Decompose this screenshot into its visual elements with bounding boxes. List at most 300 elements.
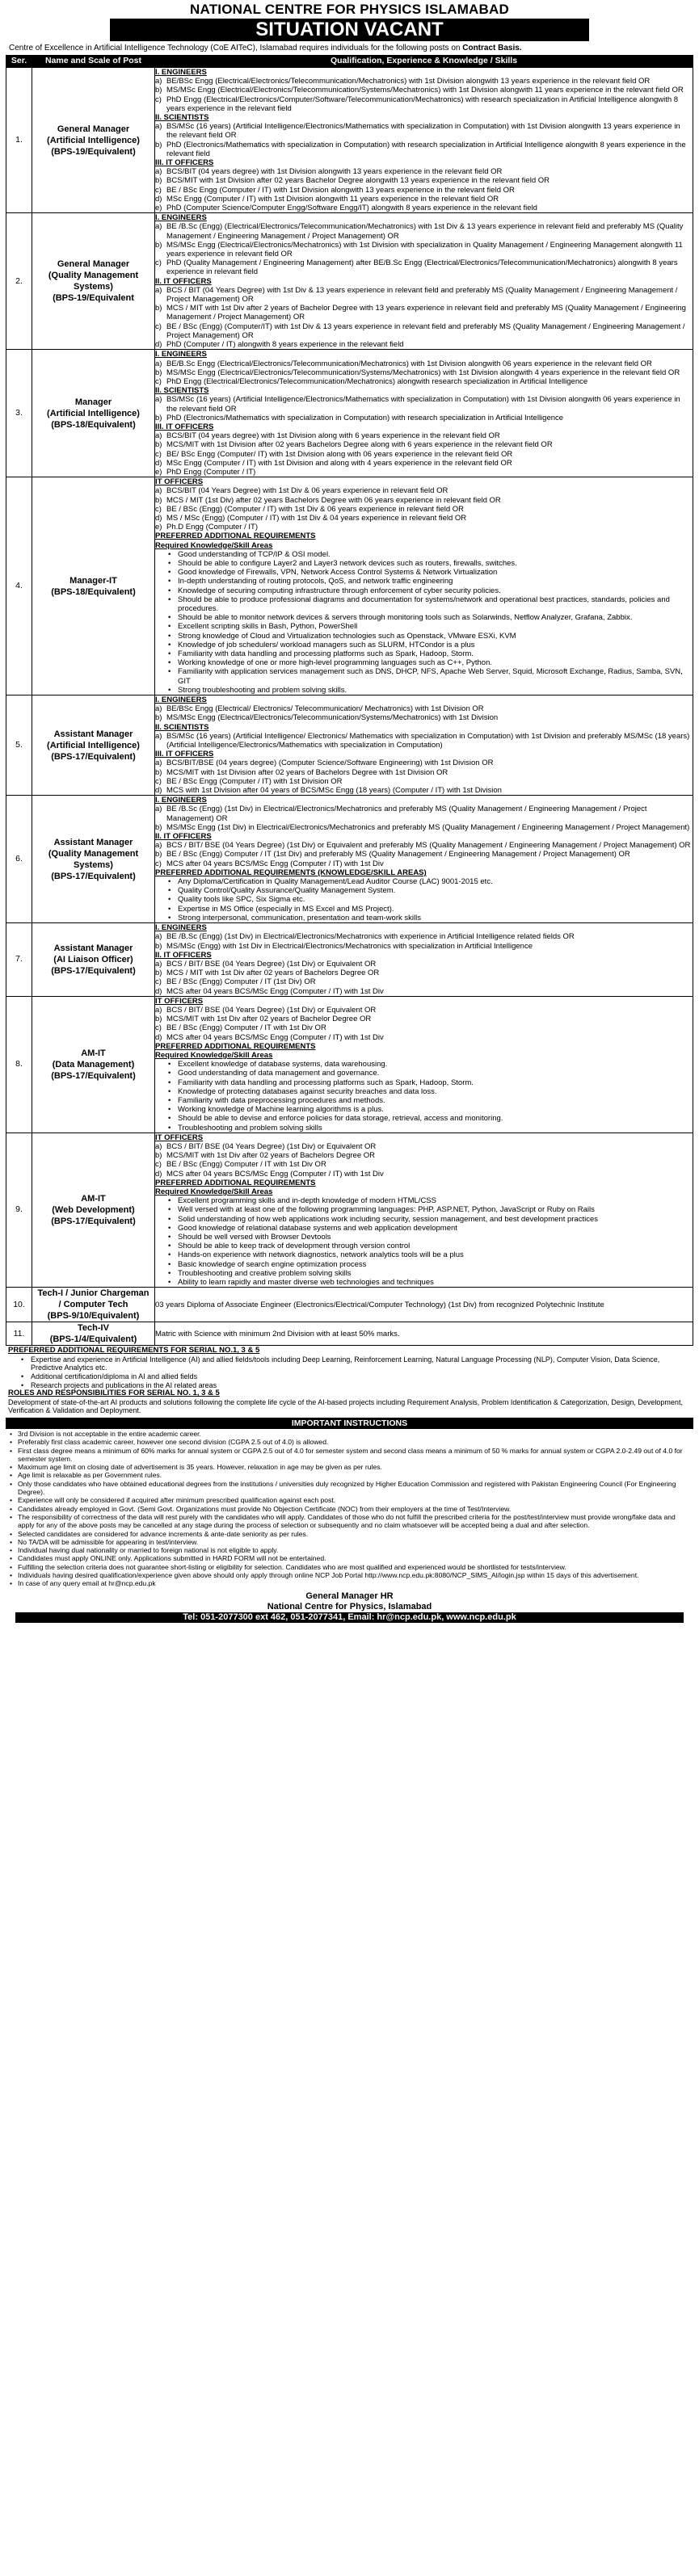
post-title-line: / Computer Tech [58, 1300, 128, 1310]
qualification-item [155, 960, 693, 969]
serial-number: 9. [6, 1133, 32, 1287]
item-text: BCS / BIT/ BSE (04 Years Degree) (1st Div) or Equivalent OR [166, 1141, 377, 1151]
item-text: MCS after 04 years BCS/MSc Engg (Computer / IT) with 1st Div [166, 859, 384, 868]
post-title-line: Manager [74, 397, 112, 407]
skill-bullet: • Knowledge of securing computing infrastructure through enforcement of cyber security policies. [155, 586, 693, 595]
qualification-item [155, 258, 693, 276]
qualification-item [155, 176, 693, 185]
item-text: BCS / BIT (04 Years Degree) with 1st Div & 13 years experience in relevant field and preferably MS (Quality Management / Engineering Management / Project Management) OR [166, 285, 678, 305]
section-heading: Required Knowledge/Skill Areas [155, 1187, 273, 1196]
item-letter: c) [155, 258, 162, 268]
skill-bullet: • Familiarity with application services management such as DNS, DHCP, NFS, Apache Web Server, Squid, Microsoft Exchange, Radius, Samba, SVN, GIT [155, 667, 693, 685]
item-text: PhD Engg (Electrical/Electronics/Computer/Software/Telecommunication/Mechatronics) with research specialization in Artificial Intelligence alongwith 8 years experience in the relevant field [166, 95, 679, 113]
section-heading: II. SCIENTISTS [155, 386, 209, 396]
item-letter: c) [155, 1160, 162, 1170]
item-letter: a) [155, 704, 162, 714]
post-name [32, 796, 155, 923]
item-text: BCS/BIT (04 years degree) with 1st Division along with 6 years experience in the relevant field OR [166, 431, 500, 441]
section-heading: I. ENGINEERS [155, 350, 207, 359]
contact-details: Tel: 051-2077300 ext 462, 051-2077341, Email: hr@ncp.edu.pk, www.ncp.edu.pk [15, 1612, 684, 1623]
qualification-cell [155, 350, 693, 477]
item-text: MCS/MIT with 1st Division after 02 years of Bachelors Degree with 1st Division OR [166, 767, 448, 777]
item-letter: b) [155, 713, 162, 723]
instruction-item: • Only those candidates who have obtained educational degrees from the institutions / universities duly recognized by Higher Education Commission and registered with Pakistan Engineering Council (For Engineering Degree). [8, 1480, 691, 1497]
post-scale: (BPS-18/Equivalent) [51, 419, 136, 430]
qualification-item [155, 450, 693, 459]
item-text: BE /B.Sc (Engg) (1st Div) in Electrical/Electronics/Mechatronics and preferably MS (Quality Management / Engineering Management / Project Management) OR [166, 805, 647, 823]
item-text: BE / BSc Engg (Computer / IT) with 1st Division alongwith 13 years experience in the relevant field OR [166, 185, 515, 195]
item-letter: d) [155, 513, 162, 523]
item-letter: b) [155, 941, 162, 951]
qualification-item [155, 732, 693, 750]
instruction-item: • Candidates must apply ONLINE only. Applications submitted in HARD FORM will not be entertained. [8, 1554, 691, 1562]
item-text: BCS/BIT (04 Years Degree) with 1st Div & 06 years experience in relevant field OR [166, 486, 448, 496]
qualification-item [155, 486, 693, 495]
item-text: MCS with 1st Division after 04 years of BCS/MSc Engg (18 years) (Computer / IT) with 1st Division [166, 786, 502, 796]
contact-designation: General Manager HR [305, 1591, 394, 1601]
qualification-item [155, 195, 693, 204]
post-title-line: (Quality Management [48, 848, 139, 859]
item-text: PhD Engg (Electrical/Electronics/Telecommunication/Mechatronics) alongwith research specialization in Artificial Intelligence [166, 376, 588, 386]
qualification-item [155, 395, 693, 413]
item-letter: a) [155, 1141, 162, 1151]
header [6, 2, 693, 41]
skill-bullet: • Familiarity with data preprocessing procedures and methods. [155, 1096, 693, 1105]
table-row [6, 213, 693, 350]
table-header-row [6, 56, 693, 68]
post-title-line: (Artificial Intelligence) [47, 408, 140, 418]
serial-number: 1. [6, 68, 32, 213]
item-letter: d) [155, 458, 162, 468]
instruction-item: • Individuals having desired qualification/experience given above should only apply through online NCP Job Portal http://www.ncp.edu.pk:8080/NCP_SIMS_Al/login.jsp within 15 days of this advertisement. [8, 1571, 691, 1579]
item-letter: b) [155, 304, 162, 313]
section-heading: IT OFFICERS [155, 477, 204, 487]
skill-bullet: • In-depth understanding of routing protocols, QoS, and network traffic engineering [155, 577, 693, 586]
section-heading: I. ENGINEERS [155, 68, 207, 77]
roles-title: ROLES AND RESPONSIBILITIES FOR SERIAL NO. 1, 3 & 5 [8, 1389, 220, 1398]
item-text: BE / BSc (Engg) (Computer / IT) with 1st Div & 06 years experience in relevant field OR [166, 504, 465, 514]
qualification-item [155, 514, 693, 523]
post-title-line: Systems) [74, 282, 113, 292]
item-text: MS/MSc Engg (Electrical/Electronics/Telecommunication/Systems/Mechatronics) with 1st Division alongwith 11 years experience in the relevant field OR [166, 86, 684, 95]
item-text: MS/MSc Engg (Electrical/Electronics/Mechatronics) with 1st Division with specialization in Quality Management / Engineering Management alongwith 11 years experience in relevant field OR [166, 240, 683, 259]
table-row [6, 996, 693, 1133]
item-letter: b) [155, 1015, 162, 1024]
item-letter: b) [155, 86, 162, 95]
section-heading: IT OFFICERS [155, 1133, 204, 1142]
item-text: MS/MSc Engg (Electrical/Electronics/Telecommunication/Systems/Mechatronics) with 1st Division alongwith 4 years experience in the relevant field OR [166, 368, 680, 377]
item-letter: a) [155, 1005, 162, 1015]
instruction-item: • Fulfilling the selection criteria does not guarantee short-listing or eligibility for selection. Candidates who are most qualified and experienced would be shortlisted for tests/interview. [8, 1563, 691, 1571]
item-letter: a) [155, 285, 162, 295]
table-row [6, 1288, 693, 1322]
header-serial: Ser. [6, 56, 32, 68]
qualification-item [155, 969, 693, 977]
item-text: PhD (Computer Science/Computer Engg/Software Engg/IT) alongwith 8 years experience in the relevant field [166, 204, 537, 213]
item-text: BE / BSc (Engg) Computer / IT with 1st Div OR [166, 1160, 326, 1170]
serial-number: 10. [6, 1288, 32, 1322]
instruction-item: • Individual having dual nationality or married to foreign national is not eligible to apply. [8, 1546, 691, 1554]
table-row [6, 923, 693, 997]
item-letter: b) [155, 495, 162, 505]
preferred-item: • Research projects and publications in the AI related areas [8, 1381, 691, 1390]
post-title-line: Assistant Manager [53, 837, 133, 847]
table-row [6, 68, 693, 213]
qualification-cell [155, 996, 693, 1133]
skill-bullet: • Working knowledge of one or more high-level programming languages such as C++, Python. [155, 658, 693, 667]
item-text: MCS/MIT with 1st Div after 02 years of Bachelors Degree OR [166, 1151, 375, 1161]
item-text: MS/MSc Engg (1st Div) in Electrical/Electronics/Mechatronics and preferably MS (Quality Management / Engineering Management / Project Management) [166, 822, 690, 832]
qualification-cell [155, 1322, 693, 1346]
item-text: MCS / MIT with 1st Div after 2 years of Bachelor Degree with 13 years experience in relevant field and preferably MS (Quality Management / Engineering Management / Project Management) OR [166, 304, 686, 322]
item-letter: b) [155, 440, 162, 450]
section-heading: PREFERRED ADDITIONAL REQUIREMENTS [155, 532, 316, 541]
post-name [32, 68, 155, 213]
table-row [6, 695, 693, 796]
skill-bullet: • Quality Control/Quality Assurance/Quality Management System. [155, 886, 693, 895]
item-text: BE/ BSc Engg (Computer/ IT) with 1st Division along with 06 years experience in the relevant field OR [166, 449, 513, 459]
item-text: BCS/BIT (04 years degree) with 1st Division alongwith 13 years experience in the relevant field OR [166, 167, 503, 177]
post-title-line: Systems) [74, 859, 113, 870]
post-title-line: General Manager [57, 124, 130, 134]
instruction-item: • In case of any query email at hr@ncp.edu.pk [8, 1579, 691, 1587]
item-letter: a) [155, 759, 162, 768]
section-heading: I. ENGINEERS [155, 923, 207, 933]
post-title-line: Assistant Manager [53, 943, 133, 953]
section-heading: III. IT OFFICERS [155, 158, 214, 168]
page-title: SITUATION VACANT [110, 19, 588, 41]
qualification-item [155, 823, 693, 832]
item-letter: e) [155, 523, 162, 532]
item-text: PhD (Electronics/Mathematics with specialization in Computation) with research specialization in Artificial Intelligence alongwith 8 years experience in the relevant field [166, 140, 686, 158]
serial-number: 4. [6, 477, 32, 695]
post-title-line: AM-IT [81, 1193, 106, 1204]
posts-table [6, 55, 693, 1346]
preferred-item: • Additional certification/diploma in AI and allied fields [8, 1372, 691, 1381]
post-name [32, 1133, 155, 1287]
post-scale: (BPS-18/Equivalent) [51, 586, 136, 597]
qualification-item [155, 459, 693, 468]
item-text: BCS / BIT/ BSE (04 Years Degree) (1st Div) or Equivalent and preferably MS (Quality Management / Engineering Management / Project Management) OR [166, 841, 691, 851]
item-letter: a) [155, 959, 162, 969]
item-letter: c) [155, 185, 162, 195]
item-letter: c) [155, 977, 162, 987]
instruction-item: • Experience will only be considered if acquired after minimum prescribed qualification against each post. [8, 1496, 691, 1504]
post-scale: (BPS-17/Equivalent) [51, 965, 136, 976]
post-name [32, 923, 155, 997]
contact-organization: National Centre for Physics, Islamabad [267, 1601, 432, 1612]
post-title-line: AM-IT [81, 1048, 106, 1058]
instruction-item: • Selected candidates are considered for advance increments & ante-date seniority as per rules. [8, 1530, 691, 1538]
qualification-item [155, 713, 693, 722]
item-letter: c) [155, 449, 162, 459]
serial-number: 2. [6, 213, 32, 350]
section-heading: III. IT OFFICERS [155, 750, 214, 759]
qualification-text: 03 years Diploma of Associate Engineer (Electronics/Electrical/Computer Technology) (1st Div) from recognized Polytechnic Institute [155, 1300, 604, 1309]
qualification-item [155, 222, 693, 240]
item-text: MS / MSc (Engg) (Computer / IT) with 1st Div & 04 years experience in relevant field OR [166, 513, 467, 523]
qualification-item [155, 768, 693, 777]
footer-requirements [6, 1346, 693, 1416]
posts-body [6, 68, 693, 1346]
post-title-line: General Manager [57, 259, 130, 270]
instruction-item: • No TA/DA will be admissible for appearing in test/interview. [8, 1538, 691, 1546]
post-title-line: Tech-IV [78, 1323, 109, 1334]
qualification-cell [155, 796, 693, 923]
qualification-item [155, 122, 693, 140]
item-text: BE/B.Sc Engg (Electrical/Electronics/Telecommunication/Mechatronics) with 1st Division alongwith 06 years experience in the relevant field OR [166, 359, 652, 368]
item-letter: a) [155, 395, 162, 405]
skill-bullet: • Excellent scripting skills in Bash, Python, PowerShell [155, 622, 693, 631]
post-scale: (BPS-9/10/Equivalent) [47, 1311, 140, 1322]
post-scale: (BPS-1/4/Equivalent) [49, 1334, 137, 1345]
post-scale: (BPS-19/Equivalent [53, 293, 134, 304]
qualification-item [155, 759, 693, 767]
skill-bullet: • Should be able to configure Layer2 and Layer3 network devices such as routers, firewalls, switches. [155, 559, 693, 568]
qualification-item [155, 95, 693, 113]
preferred-list [8, 1355, 691, 1389]
instruction-item: • 3rd Division is not acceptable in the entire academic career. [8, 1430, 691, 1438]
skill-bullet: • Well versed with at least one of the following programming languages: PHP, ASP.NET, Python, JavaScript or Ruby on Rails [155, 1205, 693, 1214]
item-text: MCS / MIT (1st Div) after 02 years Bachelors Degree with 06 years experience in relevant field OR [166, 495, 501, 505]
item-letter: b) [155, 176, 162, 186]
table-row [6, 477, 693, 695]
qualification-item [155, 141, 693, 158]
skill-bullet: • Knowledge of protecting databases against security breaches and data loss. [155, 1087, 693, 1096]
qualification-cell [155, 477, 693, 695]
section-heading: Required Knowledge/Skill Areas [155, 540, 273, 550]
item-text: MCS/MIT with 1st Division after 02 years Bachelors Degree along with 6 years experience in the relevant field OR [166, 440, 553, 450]
item-letter: e) [155, 204, 162, 213]
skill-bullet: • Strong knowledge of Cloud and Virtualization technologies such as Openstack, VMware ESXi, KVM [155, 632, 693, 641]
skill-bullet: • Should be able to keep track of development through version control [155, 1242, 693, 1250]
skill-bullet: • Good knowledge of Firewalls, VPN, Network Access Control Systems & Network Virtualization [155, 568, 693, 577]
section-heading: PREFERRED ADDITIONAL REQUIREMENTS [155, 1041, 316, 1051]
skill-bullet: • Strong troubleshooting and problem solving skills. [155, 686, 693, 695]
post-name [32, 1322, 155, 1346]
section-heading: II. SCIENTISTS [155, 113, 209, 123]
qualification-cell [155, 695, 693, 796]
qualification-item [155, 805, 693, 822]
item-text: BS/MSc (16 years) (Artificial Intelligence/Electronics/Mathematics with specialization in Computation) with 1st Division alongwith 06 years experience in the relevant field OR [166, 395, 680, 414]
item-letter: a) [155, 932, 162, 942]
skill-bullet: • Should be able to produce professional diagrams and documentation for systems/network and operational best practices, standards, policies and procedures. [155, 595, 693, 613]
item-text: PhD (Electronics/Mathematics with specialization in Computation) with research specialization in Artificial Intelligence [166, 413, 564, 422]
item-text: BS/MSc (16 years) (Artificial Intelligence/Electronics/Mathematics with specialization in Computation) with 1st Division alongwith 13 years experience in the relevant field OR [166, 122, 680, 141]
post-name [32, 695, 155, 796]
skill-bullet: • Troubleshooting and problem solving skills [155, 1124, 693, 1133]
item-letter: c) [155, 376, 162, 386]
qualification-item [155, 431, 693, 440]
item-text: MCS after 04 years BCS/MSc Engg (Computer / IT) with 1st Div [166, 1032, 384, 1042]
post-scale: (BPS-17/Equivalent) [51, 871, 136, 881]
item-letter: a) [155, 431, 162, 441]
qualification-cell [155, 68, 693, 213]
section-heading: I. ENGINEERS [155, 695, 207, 705]
post-scale: (BPS-17/Equivalent) [51, 751, 136, 762]
item-letter: d) [155, 1032, 162, 1042]
item-text: MCS after 04 years BCS/MSc Engg (Computer / IT) with 1st Div [166, 1169, 384, 1179]
qualification-item [155, 932, 693, 941]
item-text: BE / BSc Engg (Computer / IT) with 1st Division OR [166, 776, 343, 786]
serial-number: 3. [6, 350, 32, 477]
item-text: MCS after 04 years BCS/MSc Engg (Computer / IT) with 1st Div [166, 986, 384, 996]
qualification-item [155, 704, 693, 713]
post-scale: (BPS-17/Equivalent) [51, 1216, 136, 1226]
table-row [6, 1133, 693, 1287]
post-title-line: (Web Development) [52, 1204, 135, 1215]
skill-bullet: • Hands-on experience with network diagnostics, network analytics tools will be a plus [155, 1250, 693, 1259]
skill-bullet: • Strong interpersonal, communication, presentation and team-work skills [155, 914, 693, 922]
item-text: BE /B.Sc (Engg) (1st Div) in Electrical/Electronics/Mechatronics with experience in Artificial Intelligence related fields OR [166, 932, 575, 942]
qualification-item [155, 1033, 693, 1042]
section-heading: PREFERRED ADDITIONAL REQUIREMENTS [155, 1178, 316, 1187]
post-title-line: (Data Management) [52, 1059, 135, 1069]
preferred-title: PREFERRED ADDITIONAL REQUIREMENTS FOR SERIAL NO.1, 3 & 5 [8, 1346, 260, 1355]
post-name [32, 477, 155, 695]
preferred-item: • Expertise and experience in Artificial Intelligence (AI) and allied fields/tools including Deep Learning, Reinforcement Learning, Natural Language Processing (NLP), Computer Vision, Data Science, Predictive Analytics etc. [8, 1355, 691, 1372]
section-heading: II. IT OFFICERS [155, 950, 212, 960]
skill-bullet: • Basic knowledge of search engine optimization process [155, 1260, 693, 1269]
qualification-item [155, 786, 693, 795]
qualification-text: Matric with Science with minimum 2nd Division with at least 50% marks. [155, 1329, 400, 1338]
skill-bullet: • Expertise in MS Office (especially in MS Excel and MS Project). [155, 905, 693, 914]
post-title-line: (Artificial Intelligence) [47, 135, 140, 145]
item-text: PhD (Computer / IT) alongwith 8 years experience in the relevant field [166, 340, 404, 350]
qualification-item [155, 359, 693, 368]
item-letter: c) [155, 95, 162, 104]
section-heading: IT OFFICERS [155, 996, 204, 1006]
qualification-item [155, 86, 693, 95]
qualification-item [155, 1160, 693, 1169]
qualification-cell [155, 1288, 693, 1322]
post-title-line: Tech-I / Junior Chargeman [37, 1288, 149, 1299]
instruction-item: • Maximum age limit on closing date of advertisement is 35 years. However, relaxation in age may be given as per rules. [8, 1463, 691, 1471]
qualification-item [155, 368, 693, 377]
post-name [32, 996, 155, 1133]
item-letter: c) [155, 776, 162, 786]
skill-bullet: • Troubleshooting and creative problem solving skills [155, 1269, 693, 1278]
item-letter: e) [155, 467, 162, 477]
item-letter: d) [155, 194, 162, 204]
section-heading: PREFERRED ADDITIONAL REQUIREMENTS (KNOWLEDGE/SKILL AREAS) [155, 868, 427, 877]
instructions-title: IMPORTANT INSTRUCTIONS [6, 1418, 693, 1429]
skill-bullet: • Good knowledge of relational database systems and web application development [155, 1224, 693, 1233]
qualification-item [155, 1170, 693, 1179]
qualification-item [155, 204, 693, 212]
post-name [32, 1288, 155, 1322]
post-name [32, 213, 155, 350]
qualification-item [155, 987, 693, 996]
section-heading: II. IT OFFICERS [155, 832, 212, 842]
instruction-item: • First class degree means a minimum of 60% marks for annual system or CGPA 2.5 out of 4.0 for semester system and second class means a minimum of 50 % marks for annual system or CGPA 2.0-2.49 out of 4.0 for semester system. [8, 1447, 691, 1464]
qualification-item [155, 777, 693, 786]
instruction-item: • Candidates already employed in Govt. (Semi Govt. Organizations must provide No Objection Certificate (NOC) from their employers at the time of Test/Interview. [8, 1505, 691, 1513]
section-heading: I. ENGINEERS [155, 796, 207, 805]
qualification-item [155, 241, 693, 258]
item-letter: b) [155, 140, 162, 149]
item-letter: b) [155, 969, 162, 978]
item-letter: d) [155, 986, 162, 996]
item-text: BCS / BIT/ BSE (04 Years Degree) (1st Div) or Equivalent OR [166, 959, 377, 969]
qualification-item [155, 1151, 693, 1160]
serial-number: 11. [6, 1322, 32, 1346]
item-text: MSc Engg (Computer / IT) with 1st Division alongwith 11 years experience in the relevant field OR [166, 194, 499, 204]
qualification-item [155, 77, 693, 86]
advertisement-page [6, 0, 693, 1623]
item-letter: a) [155, 77, 162, 86]
serial-number: 5. [6, 695, 32, 796]
serial-number: 7. [6, 923, 32, 997]
organization-name: NATIONAL CENTRE FOR PHYSICS ISLAMABAD [190, 2, 509, 17]
item-text: Ph.D Engg (Computer / IT) [166, 523, 258, 532]
item-letter: c) [155, 1023, 162, 1033]
item-text: BCS/BIT/BSE (04 years degree) (Computer Science/Software Engineering) with 1st Division OR [166, 759, 494, 768]
item-letter: a) [155, 731, 162, 741]
qualification-cell [155, 923, 693, 997]
skill-bullet: • Excellent knowledge of database systems, data warehousing. [155, 1060, 693, 1069]
qualification-item [155, 377, 693, 386]
item-letter: a) [155, 805, 162, 814]
item-text: MCS / MIT with 1st Div after 02 years of Bachelors Degree OR [166, 969, 380, 978]
skill-bullet: • Familiarity with data handling and processing platforms such as Spark, Hadoop, Storm. [155, 649, 693, 658]
qualification-item [155, 304, 693, 321]
item-text: MCS/MIT with 1st Div after 02 years of Bachelor Degree OR [166, 1015, 372, 1024]
section-heading: I. ENGINEERS [155, 213, 207, 223]
qualification-cell [155, 213, 693, 350]
item-text: BS/MSc (16 years) (Artificial Intelligence/ Electronics/ Mathematics with specialization in Computation) with 1st Division and preferably MS/MSc (18 years) (Artificial Intelligence/Electronics/Mathematics with specialization in Computation) [166, 731, 690, 750]
intro-main: Centre of Excellence in Artificial Intelligence Technology (CoE AITeC), Islamabad requires individuals for the following posts on [9, 44, 461, 53]
header-post: Name and Scale of Post [32, 56, 155, 68]
item-text: BE / BSc (Engg) Computer / IT (1st Div) OR [166, 977, 316, 987]
item-text: PhD (Quality Management / Engineering Management) after BE/B.Sc Engg (Electrical/Electronics/Telecommunication/Mechatronics) alongwith 8 years experience in relevant field [166, 258, 678, 277]
item-text: BE/BSc Engg (Electrical/Electronics/Telecommunication/Mechatronics) with 1st Division alongwith 13 years experience in the relevant field OR [166, 77, 651, 86]
item-letter: b) [155, 368, 162, 377]
post-title-line: (Artificial Intelligence) [47, 740, 140, 750]
intro-text [6, 41, 693, 55]
post-title-line: (AI Liaison Officer) [53, 954, 133, 964]
serial-number: 6. [6, 796, 32, 923]
qualification-item [155, 322, 693, 340]
skill-bullet: • Quality tools like SPC, Six Sigma etc. [155, 895, 693, 904]
skill-bullet: • Solid understanding of how web applications work including security, session management, and best development practices [155, 1215, 693, 1224]
skill-bullet: • Knowledge of job schedulers/ workload managers such as SLURM, HTCondor is a plus [155, 641, 693, 649]
item-letter: b) [155, 413, 162, 422]
item-text: MS/MSc Engg (Electrical/Electronics/Telecommunication/Systems/Mechatronics) with 1st Division [166, 713, 499, 723]
qualification-cell [155, 1133, 693, 1287]
qualification-item [155, 1015, 693, 1023]
qualification-item [155, 1142, 693, 1151]
item-letter: b) [155, 240, 162, 250]
header-qualification: Qualification, Experience & Knowledge / Skills [155, 56, 693, 68]
instruction-item: • The responsibility of correctness of the data will rest purely with the candidates who will apply. Candidates of those who do not fulfill the prescribed criteria for the post/test/interview must provide wrong/fake data and apply for any of the above posts may be cancelled at any stage during the process of selection or subsequently and no claim whatsoever will be accepted being a dual and after selection. [8, 1513, 691, 1530]
instructions-list [6, 1429, 693, 1589]
skill-bullet: • Excellent programming skills and in-depth knowledge of modern HTML/CSS [155, 1196, 693, 1205]
post-title-line: Manager-IT [69, 575, 117, 586]
item-letter: d) [155, 786, 162, 796]
skill-bullet: • Working knowledge of Machine learning algorithms is a plus. [155, 1105, 693, 1114]
skill-bullet: • Good understanding of data management and governance. [155, 1069, 693, 1078]
item-letter: a) [155, 486, 162, 496]
section-heading: Required Knowledge/Skill Areas [155, 1050, 273, 1060]
post-title-line: Assistant Manager [53, 729, 133, 739]
skill-bullet: • Familiarity with data handling and processing platforms such as Spark, Hadoop, Storm. [155, 1078, 693, 1087]
qualification-item [155, 468, 693, 477]
section-heading: III. IT OFFICERS [155, 422, 214, 431]
skill-bullet: • Should be able to devise and enforce policies for data storage, retrieval, access and monitoring. [155, 1114, 693, 1123]
item-letter: a) [155, 841, 162, 851]
item-text: BE / BSc (Engg) Computer / IT (1st Div) and preferably MS (Quality Management / Engineering Management / Project Management) OR [166, 850, 630, 859]
